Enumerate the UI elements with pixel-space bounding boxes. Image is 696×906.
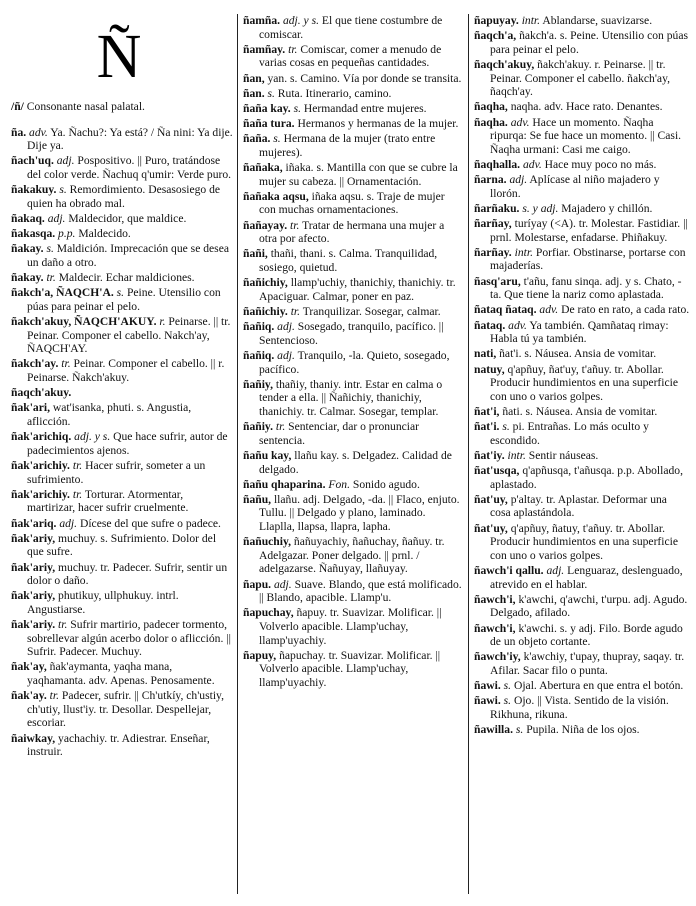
entry-grammar: s. — [113, 286, 125, 300]
entry-grammar: adj. y s. — [280, 14, 320, 27]
entry-headword: ñawi. — [474, 694, 501, 708]
dictionary-entry — [243, 420, 463, 447]
entry-grammar: r. — [156, 315, 166, 329]
entry-headword: ñañiy. — [243, 420, 273, 434]
entry-definition: Padecer, sufrir. || Ch'utkíy, ch'ustiy, ch'utiy, llust'iy. tr. Desollar. Despellejar, escoriar. — [27, 689, 224, 730]
entry-headword: ñañaka, — [243, 161, 283, 175]
dictionary-entry — [474, 650, 690, 677]
entry-definition: ñakch'akuy. r. Peinarse. || tr. Peinar. Componer el cabello. ñakch'ay, ñaqch'ay. — [490, 57, 671, 99]
entry-grammar: adj. — [274, 320, 295, 334]
entry-grammar: tr. — [287, 305, 301, 318]
entry-headword: ñat'usqa, — [474, 464, 520, 478]
dictionary-entry — [243, 132, 463, 159]
dictionary-entry — [243, 606, 463, 647]
entry-headword: ñak'arichiq. — [11, 430, 72, 444]
dictionary-entry — [243, 117, 463, 131]
entry-definition: Sosegado, tranquilo, pacífico. || Sentencioso. — [259, 320, 444, 347]
entry-definition: llañu kay. s. Delgadez. Calidad de delgado. — [259, 448, 452, 476]
entry-headword: ñach'uq. — [11, 154, 54, 168]
entry-headword: ñaqhalla. — [474, 157, 521, 171]
entry-definition: ñak'aymanta, yaqha mana, yaqhamanta. adv. Apenas. Penosamente. — [27, 660, 215, 688]
dictionary-entry — [243, 161, 463, 188]
entry-grammar: tr. — [69, 458, 83, 472]
entry-headword: ñakaq. — [11, 211, 45, 225]
dictionary-entry — [11, 227, 233, 241]
entry-definition: iñaka. s. Mantilla con que se cubre la mujer su cabeza. || Ornamentación. — [259, 161, 458, 188]
entry-headword: ñawilla. — [474, 723, 513, 737]
entry-definition: Comiscar, comer a menudo de varias cosas en pequeñas cantidades. — [259, 42, 442, 70]
entry-definition: k'awchi, q'awchi, t'urpu. adj. Agudo. Delgado, afilado. — [490, 592, 688, 620]
entry-headword: ñawch'iy, — [474, 650, 521, 664]
entry-definition: Majadero y chillón. — [558, 201, 653, 215]
entry-headword: ñawch'i, — [474, 592, 516, 606]
dictionary-entry — [474, 275, 690, 302]
dictionary-entry — [11, 183, 233, 210]
dictionary-entry — [243, 87, 463, 101]
entry-definition: De rato en rato, a cada rato. — [558, 303, 690, 317]
entry-headword: ñapu. — [243, 577, 272, 591]
dictionary-entry — [474, 14, 690, 28]
entry-definition: phutikuy, ullphukuy. intrl. Angustiarse. — [27, 589, 179, 616]
entry-definition: yan. s. Camino. Vía por donde se transita. — [264, 71, 462, 85]
entry-definition: q'apñusqa, t'añusqa. p.p. Abollado, aplastado. — [490, 464, 684, 491]
entry-definition: wat'isanka, phuti. s. Angustia, aflicción. — [27, 401, 192, 428]
entry-headword: ñaña kay. — [243, 101, 291, 115]
entry-grammar: s. — [512, 723, 524, 737]
dictionary-entry — [474, 694, 690, 721]
entry-grammar: adj. — [506, 173, 528, 187]
entry-headword: ñak'ariy, — [11, 531, 56, 545]
entry-headword: ñamñay. — [243, 42, 286, 56]
entry-headword: ñak'ariq. — [11, 516, 57, 530]
entry-definition: p'altay. tr. Aplastar. Deformar una cosa aplastándola. — [490, 492, 667, 520]
dictionary-entry — [243, 349, 463, 376]
dictionary-entry — [474, 723, 690, 737]
entry-grammar: adj. — [53, 154, 75, 168]
entry-grammar: adv. — [507, 115, 530, 129]
entry-definition: Hace un momento. Ñaqha ripurqa: Se fue hace un momento. || Casi. Ñaqha urmani: Casi me caigo. — [490, 115, 682, 156]
entry-definition: Suave. Blando, que está molificado. || Blando, apacible. Llamp'u. — [259, 577, 462, 605]
entry-definition: pi. Entrañas. Lo más oculto y escondido. — [490, 420, 649, 447]
entry-grammar: tr. — [58, 357, 71, 371]
dictionary-entry — [474, 303, 690, 317]
column-3 — [474, 14, 690, 738]
dictionary-entry — [243, 649, 463, 690]
intro-headword: /ñ/ — [11, 100, 24, 113]
dictionary-entry — [474, 173, 690, 200]
entry-definition: Ya también. Qamñataq rimay: Habla tú ya también. — [490, 318, 669, 346]
dictionary-entry — [474, 202, 690, 216]
entry-headword: ñakch'ay. — [11, 357, 59, 371]
dictionary-entry — [11, 459, 233, 486]
dictionary-entry — [474, 116, 690, 157]
entry-definition: Pupila. Niña de los ojos. — [523, 723, 640, 737]
entry-definition: k'awchi. s. y adj. Filo. Borde agudo de un objeto cortante. — [490, 621, 683, 649]
entry-headword: ñañu, — [243, 492, 272, 506]
entry-definition: Ruta. Itinerario, camino. — [274, 86, 392, 100]
entry-definition: Ablandarse, suavizarse. — [540, 14, 653, 27]
entry-grammar: s. — [264, 86, 275, 100]
dictionary-entry — [474, 464, 690, 491]
entry-grammar: tr. — [55, 618, 68, 632]
entry-definition: iñaka aqsu. s. Traje de mujer con muchas ornamentaciones. — [259, 189, 445, 217]
dictionary-entry — [243, 219, 463, 246]
entry-definition: Maldecido. — [75, 227, 131, 241]
entry-grammar: intr. — [518, 14, 541, 27]
entry-headword: ñakay. — [11, 271, 44, 285]
dictionary-entry — [11, 315, 233, 356]
entry-headword: ñaqch'akuy. — [11, 386, 72, 400]
entry-grammar: adj. y s. — [71, 430, 111, 444]
dictionary-entry — [474, 564, 690, 591]
entry-definition: Tranquilizar. Sosegar, calmar. — [300, 305, 441, 318]
entry-definition: k'awchiy, t'upay, thupray, saqay. tr. Afilar. Sacar filo o punta. — [490, 650, 685, 677]
entry-headword: ñat'iy. — [474, 448, 505, 462]
entry-definition: llañu. adj. Delgado, -da. || Flaco, enjuto. Tullu. || Delgado y plano, laminado. Llaplla, llapsa, llapra, lapha. — [259, 492, 460, 534]
entry-definition: ñapuchay. tr. Suavizar. Molificar. || Volverlo apacible. Llamp'uchay, llamp'uyachiy. — [259, 648, 441, 689]
dictionary-entry — [11, 386, 233, 400]
entry-headword: ñakakuy. — [11, 183, 57, 197]
entry-definition: ñapuy. tr. Suavizar. Molificar. || Volverlo apacible. Llamp'uchay, llamp'uyachiy. — [259, 606, 442, 647]
dictionary-entry — [11, 589, 233, 616]
dictionary-entry — [474, 217, 690, 244]
dictionary-entry — [243, 247, 463, 274]
entry-headword: ñarna. — [474, 173, 507, 187]
entry-definition: Lenguaraz, deslenguado, atrevido en el hablar. — [490, 564, 683, 591]
entry-headword: ñak'arichiy. — [11, 487, 70, 501]
dictionary-entry — [474, 29, 690, 56]
intro-entry — [11, 100, 233, 114]
column-1-entries — [11, 126, 233, 759]
entry-grammar: adv. — [505, 318, 527, 332]
entry-headword: ñaqha. — [474, 115, 508, 129]
entry-grammar: s. y adj. — [519, 201, 559, 215]
entry-definition: Ojo. || Vista. Sentido de la visión. Rikhuna, rikuna. — [490, 694, 669, 721]
entry-definition: Que hace sufrir, autor de padecimientos ajenos. — [27, 430, 228, 457]
entry-headword: ñaqch'a, — [474, 29, 517, 43]
intro-text: Consonante nasal palatal. — [23, 100, 145, 113]
entry-definition: Sentenciar, dar o pronunciar sentencia. — [259, 420, 420, 447]
dictionary-entry — [11, 357, 233, 384]
entry-grammar: s. — [500, 679, 512, 693]
entry-headword: ñaqch'akuy, — [474, 57, 535, 71]
dictionary-entry — [474, 58, 690, 99]
dictionary-entry — [11, 689, 233, 730]
entry-headword: ñañiy, — [243, 377, 273, 391]
entry-headword: ña. — [11, 125, 27, 139]
entry-definition: ñañuyachiy, ñañuchay, ñañuy. tr. Adelgazar. Poner delgado. || prnl. / adelgazarse. Ñañuyay, llañuyay. — [259, 535, 445, 576]
entry-headword: ñarñaku. — [474, 201, 520, 215]
dictionary-entry — [11, 154, 233, 181]
entry-grammar: tr. — [46, 689, 60, 703]
entry-definition: Ojal. Abertura en que entra el botón. — [511, 679, 684, 693]
entry-grammar: s. — [43, 242, 54, 256]
entry-definition: Remordimiento. Desasosiego de quien ha obrado mal. — [27, 183, 221, 210]
entry-definition: Hacer sufrir, someter a un sufrimiento. — [27, 458, 206, 486]
entry-headword: ñaña tura. — [243, 117, 295, 131]
entry-headword: ñaqha, — [474, 100, 508, 114]
entry-definition: Ya. Ñachu?: Ya está? / Ña nini: Ya dije. Dije ya. — [27, 125, 233, 153]
dictionary-entry — [474, 363, 690, 404]
entry-headword: ñawch'i qallu. — [474, 564, 544, 578]
dictionary-entry — [474, 493, 690, 520]
dictionary-entry — [474, 622, 690, 649]
entry-definition: q'apñuy, ñat'uy, t'añuy. tr. Abollar. Producir hundimientos en una superficie con uno o varios golpes. — [490, 362, 679, 403]
dictionary-entry — [474, 420, 690, 447]
entry-headword: ñapuyay. — [474, 14, 519, 27]
entry-grammar: adv. — [536, 303, 559, 317]
entry-headword: ñataq ñataq. — [474, 303, 537, 317]
entry-headword: ñat'i. — [474, 420, 500, 434]
entry-definition: Sonido agudo. — [349, 477, 420, 491]
entry-definition: Hermandad entre mujeres. — [301, 101, 427, 115]
entry-definition: muchuy. tr. Padecer. Sufrir, sentir un dolor o daño. — [27, 560, 228, 588]
entry-headword: ñakay. — [11, 242, 44, 256]
dictionary-entry — [243, 478, 463, 492]
entry-definition: Porfiar. Obstinarse, portarse con majaderías. — [490, 245, 686, 273]
entry-definition: Maldición. Imprecación que se desea un daño a otro. — [27, 242, 229, 269]
dictionary-entry — [243, 14, 463, 41]
column-divider — [237, 14, 238, 894]
entry-definition: Hermana de la mujer (trato entre mujeres). — [259, 132, 436, 159]
entry-headword: ñan, — [243, 71, 265, 85]
dictionary-entry — [243, 535, 463, 576]
dictionary-entry — [243, 320, 463, 347]
entry-headword: ñak'ariy, — [11, 589, 56, 603]
entry-grammar: p.p. — [55, 227, 76, 241]
entry-definition: Peine. Utensilio con púas para peinar el pelo. — [27, 286, 221, 313]
dictionary-entry — [243, 72, 463, 86]
entry-definition: thañi, thani. s. Calma. Tranquilidad, sosiego, quietud. — [259, 247, 438, 275]
entry-grammar: Fon. — [325, 477, 350, 491]
entry-headword: ñak'ay. — [11, 689, 47, 703]
dictionary-entry — [11, 271, 233, 285]
entry-headword: ñañichiy, — [243, 276, 288, 290]
dictionary-entry — [11, 561, 233, 588]
entry-definition: turíyay (<A). tr. Molestar. Fastidiar. || prnl. Molestarse, enfadarse. Phiñakuy. — [490, 217, 688, 244]
entry-grammar: tr. — [43, 271, 56, 285]
entry-headword: ñakch'akuy, ÑAQCH'AKUY. — [11, 315, 157, 329]
entry-headword: ñawch'i, — [474, 621, 516, 635]
entry-definition: Torturar. Atormentar, martirizar, hacer sufrir cruelmente. — [27, 487, 189, 515]
entry-grammar: intr. — [504, 448, 526, 462]
entry-grammar: s. — [500, 694, 512, 708]
entry-headword: ñañiq. — [243, 348, 275, 362]
dictionary-entry — [243, 493, 463, 534]
entry-headword: ñak'ariy, — [11, 560, 56, 574]
entry-definition: llamp'uchiy, thanichiy, thanichiy. tr. Apaciguar. Calmar, poner en paz. — [259, 276, 456, 303]
entry-headword: ñaiwkay, — [11, 731, 56, 745]
entry-headword: ñapuy, — [243, 648, 277, 662]
entry-definition: Peinar. Componer el cabello. || r. Peinarse. Ñakch'akuy. — [27, 357, 225, 385]
dictionary-entry — [243, 378, 463, 419]
entry-definition: muchuy. s. Sufrimiento. Dolor del que sufre. — [27, 531, 217, 559]
dictionary-entry — [11, 488, 233, 515]
dictionary-entry — [474, 593, 690, 620]
dictionary-entry — [11, 532, 233, 559]
entry-grammar: s. — [290, 101, 302, 115]
dictionary-entry — [474, 405, 690, 419]
dictionary-entry — [474, 319, 690, 346]
entry-definition: Hermanos y hermanas de la mujer. — [294, 117, 459, 131]
entry-definition: Pospositivo. || Puro, tratándose del color verde. Ñachuq q'umir: Verde puro. — [27, 154, 232, 181]
entry-headword: ñarñay. — [474, 245, 512, 259]
entry-headword: natuy, — [474, 362, 505, 376]
entry-headword: ñañi, — [243, 247, 268, 261]
entry-grammar: s. — [56, 183, 67, 197]
entry-headword: ñañuchiy, — [243, 535, 292, 549]
dictionary-entry — [474, 522, 690, 563]
dictionary-entry — [11, 660, 233, 687]
entry-definition: t'añu, fanu sinqa. adj. y s. Chato, -ta. Que tiene la nariz como aplastada. — [490, 274, 682, 302]
entry-definition: ñakch'a. s. Peine. Utensilio con púas para peinar el pelo. — [490, 29, 688, 56]
entry-headword: ñak'arichiy. — [11, 458, 70, 472]
entry-definition: Maldecidor, que maldice. — [65, 211, 187, 225]
dictionary-entry — [11, 430, 233, 457]
entry-grammar: tr. — [69, 487, 83, 501]
entry-grammar: tr. — [272, 420, 286, 434]
dictionary-entry — [11, 242, 233, 269]
column-3-entries — [474, 14, 690, 737]
dictionary-entry — [11, 732, 233, 759]
entry-headword: ñat'i, — [474, 404, 500, 418]
entry-headword: ñañayay. — [243, 218, 288, 232]
entry-definition: El que tiene costumbre de comiscar. — [259, 14, 443, 41]
entry-headword: ñat'uy, — [474, 492, 508, 506]
dictionary-entry — [474, 246, 690, 273]
entry-grammar: adj. — [56, 516, 78, 530]
entry-headword: ñataq. — [474, 318, 506, 332]
entry-definition: Tranquilo, -la. Quieto, sosegado, pacífico. — [259, 348, 450, 376]
dictionary-entry — [243, 276, 463, 303]
dictionary-entry — [474, 158, 690, 172]
entry-definition: Dícese del que sufre o padece. — [77, 516, 221, 530]
column-2 — [243, 14, 463, 691]
entry-headword: ñañiq. — [243, 320, 275, 334]
dictionary-entry — [11, 212, 233, 226]
column-1 — [11, 100, 233, 760]
dictionary-entry — [243, 190, 463, 217]
entry-headword: ñak'ari, — [11, 401, 50, 415]
entry-definition: Peinarse. || tr. Peinar. Componer el cabello. Nakch'ay, ÑAQCH'AY. — [27, 315, 231, 356]
dictionary-entry — [11, 618, 233, 659]
entry-headword: ñaña. — [243, 132, 271, 146]
dictionary-entry — [474, 347, 690, 361]
entry-definition: yachachiy. tr. Adiestrar. Enseñar, instruir. — [27, 731, 210, 759]
entry-headword: ñan. — [243, 86, 265, 100]
entry-headword: nati, — [474, 347, 497, 361]
entry-definition: Sentir náuseas. — [525, 448, 599, 462]
entry-definition: ñati. s. Náusea. Ansia de vomitar. — [499, 404, 658, 418]
entry-grammar: s. — [270, 132, 281, 146]
entry-headword: ñañichiy. — [243, 305, 288, 318]
entry-definition: Tratar de hermana una mujer a otra por afecto. — [259, 218, 445, 246]
entry-definition: ñat'i. s. Náusea. Ansia de vomitar. — [496, 347, 657, 361]
entry-headword: ñamña. — [243, 14, 281, 27]
entry-headword: ñak'ay, — [11, 660, 47, 674]
column-divider — [468, 14, 469, 894]
entry-definition: Aplícase al niño majadero y llorón. — [490, 173, 660, 200]
entry-definition: naqha. adv. Hace rato. Denantes. — [507, 100, 663, 114]
entry-definition: Hace muy poco no más. — [541, 157, 657, 171]
entry-headword: ñasq'aru, — [474, 274, 521, 288]
entry-grammar: s. — [499, 420, 510, 434]
entry-headword: ñañu kay, — [243, 448, 292, 462]
entry-grammar: adj. — [44, 211, 66, 225]
entry-headword: ñat'uy, — [474, 521, 508, 535]
entry-grammar: adv. — [26, 125, 48, 139]
entry-headword: ñakasqa. — [11, 227, 56, 241]
entry-grammar: adj. — [543, 564, 565, 578]
entry-grammar: adj. — [271, 577, 292, 591]
section-letter: Ñ — [96, 23, 142, 91]
entry-grammar: intr. — [511, 245, 533, 259]
entry-headword: ñañu qhaparina. — [243, 477, 326, 491]
entry-headword: ñak'ariy. — [11, 618, 56, 632]
entry-headword: ñañaka aqsu, — [243, 189, 309, 203]
entry-grammar: adv. — [520, 157, 542, 171]
dictionary-entry — [11, 517, 233, 531]
dictionary-entry — [243, 43, 463, 70]
dictionary-entry — [474, 679, 690, 693]
dictionary-entry — [11, 401, 233, 428]
entry-definition: q'apñuy, ñatuy, t'añuy. tr. Abollar. Producir hundimientos en una superficie con uno o varios golpes. — [490, 521, 679, 562]
column-2-entries — [243, 14, 463, 690]
dictionary-entry — [11, 126, 233, 153]
entry-grammar: adj. — [274, 348, 295, 362]
entry-headword: ñarñay, — [474, 217, 512, 231]
dictionary-entry — [243, 102, 463, 116]
dictionary-entry — [474, 100, 690, 114]
dictionary-entry — [243, 305, 463, 319]
entry-definition: thañiy, thaniy. intr. Estar en calma o tender a ella. || Ñañichiy, thanichiy, thanichiy. tr. Calmar. Sosegar, templar. — [259, 377, 443, 418]
entry-grammar: tr. — [287, 218, 300, 232]
entry-grammar: tr. — [285, 42, 298, 56]
entry-definition: Sufrir martirio, padecer tormento, sobrellevar algún acerbo dolor o aflicción. || Sufrir. Padecer. Muchuy. — [27, 618, 231, 659]
dictionary-entry — [243, 578, 463, 605]
entry-headword: ñawi. — [474, 679, 501, 693]
dictionary-entry — [243, 449, 463, 476]
dictionary-entry — [11, 286, 233, 313]
entry-definition: Maldecir. Echar maldiciones. — [55, 271, 195, 285]
entry-headword: ñakch'a, ÑAQCH'A. — [11, 286, 114, 300]
entry-headword: ñapuchay, — [243, 606, 294, 620]
dictionary-entry — [474, 449, 690, 463]
